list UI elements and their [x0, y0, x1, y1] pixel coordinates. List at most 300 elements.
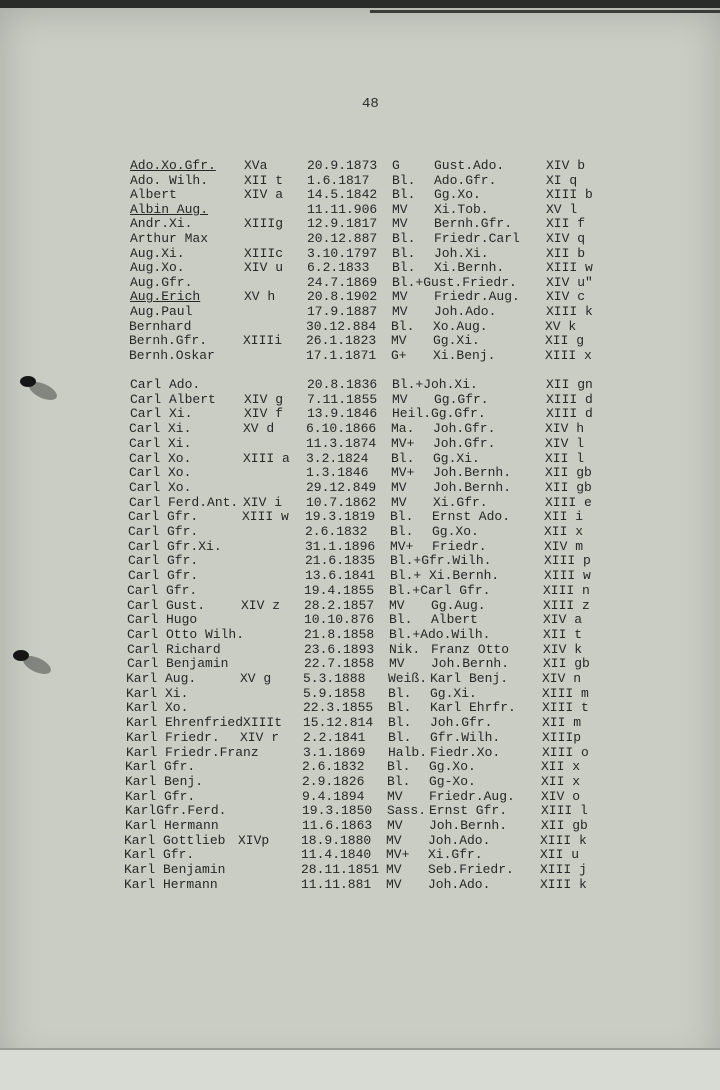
register-row — [0, 715, 716, 730]
register-gen2: XIV a — [543, 612, 583, 628]
register-date: 5.9.1858 — [303, 685, 366, 701]
register-name: Carl Xo. — [129, 479, 192, 495]
register-row — [0, 745, 716, 760]
register-father: Bernh.Gfr. — [434, 216, 513, 232]
register-father: Joh.Gfr. — [430, 715, 493, 731]
register-row — [0, 480, 719, 495]
register-row — [0, 642, 717, 657]
register-gen: XIII a — [243, 450, 290, 466]
register-father: Gg.Xi. — [433, 450, 480, 466]
register-gen2: XII x — [541, 759, 581, 775]
register-name: Aug.Xo. — [130, 260, 185, 276]
register-row — [0, 202, 720, 217]
register-father: Fiedr.Xo. — [430, 744, 501, 760]
register-name: Karl Hermann — [125, 818, 219, 833]
register-place: Sass. — [387, 803, 427, 819]
register-gen: XIIIg — [244, 216, 284, 232]
register-gen: XIV i — [243, 494, 283, 510]
register-place: MV+ — [386, 847, 410, 863]
register-father: Joh.Gfr. — [433, 421, 496, 437]
register-name: Carl Xi. — [129, 421, 192, 437]
register-place: Bl.+Carl Gfr. — [389, 582, 491, 598]
register-gen2: XIII b — [546, 187, 593, 203]
register-date: 19.3.1819 — [305, 509, 376, 525]
register-date: 20.9.1873 — [307, 158, 378, 173]
register-name: Carl Xo. — [129, 465, 192, 481]
register-name: Carl Gust. — [127, 597, 206, 613]
register-row — [0, 495, 719, 510]
register-row — [0, 451, 719, 466]
register-name: Carl Xi. — [130, 406, 193, 422]
register-father: Xi.Tob. — [434, 201, 489, 217]
register-gen2: XIV o — [541, 788, 581, 804]
register-place: MV — [387, 788, 403, 804]
register-father: Joh.Xi. — [434, 245, 489, 261]
register-row — [0, 789, 715, 804]
register-father: Gfr.Wilh. — [430, 729, 501, 745]
register-date: 17.1.1871 — [306, 347, 377, 363]
register-row — [0, 686, 716, 701]
register-row — [0, 173, 720, 188]
register-place: Ma. — [391, 421, 415, 437]
register-gen: XIII w — [242, 509, 289, 525]
register-place: Bl. — [392, 245, 416, 261]
register-gen2: XIV l — [545, 435, 585, 451]
register-date: 26.1.1823 — [306, 333, 377, 349]
register-row — [0, 803, 715, 818]
register-row — [0, 524, 718, 539]
register-row — [0, 656, 717, 671]
register-gen2: XV k — [545, 318, 577, 334]
register-date: 3.2.1824 — [306, 450, 369, 466]
register-date: 11.11.906 — [307, 201, 378, 217]
register-name: Carl Gfr. — [128, 553, 199, 569]
register-place: MV+ — [390, 538, 414, 554]
register-place: Bl.+Gfr.Wilh. — [390, 553, 492, 569]
register-date: 13.6.1841 — [305, 568, 376, 584]
register-gen2: XIV m — [544, 538, 584, 554]
register-date: 9.4.1894 — [302, 788, 365, 804]
register-row — [0, 583, 717, 598]
register-place: MV — [392, 304, 408, 319]
register-gen: XIV g — [244, 391, 284, 407]
register-row — [0, 671, 716, 686]
register-date: 29.12.849 — [306, 479, 377, 495]
register-father: Joh.Bernh. — [433, 479, 512, 495]
register-gen: XV g — [240, 671, 272, 686]
register-gen2: XII l — [545, 450, 585, 466]
register-row — [0, 847, 714, 862]
register-gen2: XIV q — [546, 231, 586, 246]
register-gen: XIV u — [244, 260, 284, 276]
register-father: Friedr.Aug. — [434, 289, 520, 305]
register-father: Xo.Aug. — [433, 318, 488, 334]
document-page — [0, 8, 720, 1068]
register-father: Gust.Ado. — [434, 158, 505, 173]
register-place: MV — [392, 216, 408, 232]
register-father: Xi.Gfr. — [433, 494, 488, 510]
register-name: Carl Otto Wilh. — [127, 626, 245, 642]
register-row — [0, 158, 720, 173]
register-date: 20.8.1902 — [307, 289, 378, 305]
register-place: MV — [389, 597, 405, 613]
register-gen2: XII gb — [545, 465, 592, 481]
register-gen2: XIII k — [540, 832, 587, 848]
register-row — [0, 333, 719, 348]
register-row — [0, 348, 719, 363]
register-name: Aug.Erich — [130, 289, 201, 305]
register-row — [0, 553, 718, 568]
register-gen2: XIII z — [543, 597, 590, 613]
register-gen2: XIII p — [544, 553, 591, 569]
register-gen: XIV a — [244, 187, 284, 203]
register-place: MV — [392, 391, 408, 407]
register-name: Karl Xo. — [126, 700, 189, 716]
register-row — [0, 730, 716, 745]
page-bottom-edge — [0, 1048, 720, 1090]
register-father: Joh.Ado. — [428, 832, 491, 848]
register-place: MV — [386, 876, 402, 892]
register-row — [0, 759, 715, 774]
register-date: 28.2.1857 — [304, 597, 375, 613]
register-place: MV — [392, 289, 408, 305]
register-gen2: XV l — [546, 201, 578, 217]
register-place: MV — [387, 818, 403, 833]
register-place: Bl.+Ado.Wilh. — [389, 626, 491, 642]
register-row — [0, 406, 720, 421]
register-date: 7.11.1855 — [307, 391, 378, 407]
register-father: Gg-Xo. — [429, 773, 476, 789]
register-father: Joh.Bernh. — [431, 656, 510, 672]
register-row — [0, 319, 719, 334]
register-gen2: XIII d — [546, 406, 593, 422]
register-name: Andr.Xi. — [130, 216, 193, 232]
register-name: Karl Xi. — [126, 685, 189, 701]
register-gen: XIV f — [244, 406, 284, 422]
register-gen: XII t — [244, 172, 284, 188]
register-date: 11.6.1863 — [302, 818, 373, 833]
register-name: Carl Benjamin — [127, 656, 229, 672]
register-gen2: XIII n — [543, 582, 590, 598]
register-place: Bl. — [391, 318, 415, 334]
register-name: Carl Gfr. — [127, 582, 198, 598]
register-name: Karl Benj. — [125, 773, 204, 789]
register-name: Karl Friedr.Franz — [126, 744, 259, 760]
register-date: 24.7.1869 — [307, 274, 378, 290]
register-father: Joh.Bernh. — [429, 818, 508, 833]
register-name: Bernh.Gfr. — [129, 333, 208, 349]
register-gen2: XIII d — [546, 391, 593, 407]
register-father: Albert — [431, 612, 478, 628]
register-date: 17.9.1887 — [307, 304, 378, 319]
register-gen: XV h — [244, 289, 276, 305]
register-date: 15.12.814 — [303, 715, 374, 731]
register-row — [0, 421, 719, 436]
register-name: Albert — [130, 187, 177, 203]
register-name: Carl Xi. — [129, 435, 192, 451]
register-place: G+ — [391, 347, 407, 363]
register-row — [0, 304, 720, 319]
register-place: MV — [391, 333, 407, 349]
page-number: 48 — [362, 96, 379, 112]
register-row — [0, 436, 719, 451]
register-name: Carl Gfr.Xi. — [128, 538, 222, 554]
register-place: Bl. — [390, 509, 414, 525]
register-place: Bl. — [387, 773, 411, 789]
register-father: Xi.Bernh. — [434, 260, 505, 276]
register-place: Bl. — [388, 700, 412, 716]
register-gen: XIV r — [240, 729, 280, 745]
register-father: Franz Otto — [431, 641, 510, 657]
register-place: G — [392, 158, 400, 173]
register-gen2: XII gb — [541, 818, 588, 833]
register-row — [0, 539, 718, 554]
register-father: Ernst Gfr. — [429, 803, 508, 819]
register-father: Friedr.Aug. — [429, 788, 515, 804]
register-name: Karl Gfr. — [124, 847, 195, 863]
top-edge-line — [370, 10, 720, 13]
register-date: 22.3.1855 — [303, 700, 374, 716]
register-place: Bl. — [387, 759, 411, 775]
register-date: 31.1.1896 — [305, 538, 376, 554]
register-date: 21.8.1858 — [304, 626, 375, 642]
register-place: MV — [391, 479, 407, 495]
register-gen2: XIII w — [546, 260, 593, 276]
register-row — [0, 377, 720, 392]
register-name: Carl Albert — [130, 391, 216, 407]
register-father: Joh.Bernh. — [433, 465, 512, 481]
register-gen2: XII i — [544, 509, 584, 525]
register-gen2: XII b — [546, 245, 586, 261]
register-date: 21.6.1835 — [305, 553, 376, 569]
register-gen2: XIII e — [545, 494, 592, 510]
register-father: Karl Benj. — [430, 671, 509, 686]
register-gen2: XIV k — [543, 641, 583, 657]
register-father: Gg.Xo. — [429, 759, 476, 775]
register-date: 2.6.1832 — [302, 759, 365, 775]
register-father: Gg.Xo. — [432, 524, 479, 539]
register-father: Xi.Benj. — [433, 347, 496, 363]
register-place: MV — [392, 201, 408, 217]
register-date: 19.3.1850 — [302, 803, 373, 819]
register-gen2: XII gb — [545, 479, 592, 495]
register-date: 14.5.1842 — [307, 187, 378, 203]
register-row — [0, 289, 720, 304]
register-place: Halb. — [388, 744, 428, 760]
register-row — [0, 465, 719, 480]
register-date: 2.6.1832 — [305, 524, 368, 539]
register-date: 3.10.1797 — [307, 245, 378, 261]
register-father: Gg.Gfr. — [434, 391, 489, 407]
register-name: Karl Gfr. — [125, 759, 196, 775]
register-name: Aug.Xi. — [130, 245, 185, 261]
register-gen: XIV z — [241, 597, 281, 613]
register-place: Bl. — [392, 187, 416, 203]
register-father: Gg.Aug. — [431, 597, 486, 613]
register-place: Bl. — [388, 715, 412, 731]
register-father: Karl Ehrfr. — [430, 700, 516, 716]
register-place: MV — [386, 862, 402, 878]
register-place: Bl. — [392, 260, 416, 276]
register-row — [0, 627, 717, 642]
register-gen2: XIII j — [540, 862, 587, 878]
register-name: Carl Hugo — [127, 612, 198, 628]
register-name: Carl Ferd.Ant. — [129, 494, 239, 510]
register-row — [0, 187, 720, 202]
register-place: MV+ — [391, 435, 415, 451]
register-row — [0, 877, 714, 892]
register-name: Ado.Xo.Gfr. — [130, 158, 216, 173]
register-date: 11.3.1874 — [306, 435, 377, 451]
register-place: Bl. — [389, 612, 413, 628]
register-gen2: XII m — [542, 715, 582, 731]
register-name: Carl Gfr. — [128, 568, 199, 584]
register-row — [0, 862, 714, 877]
register-date: 6.10.1866 — [306, 421, 377, 437]
register-father: Xi.Gfr. — [428, 847, 483, 863]
register-place: Bl.+ Xi.Bernh. — [390, 568, 500, 584]
register-date: 11.11.881 — [301, 876, 372, 892]
register-row — [0, 612, 717, 627]
register-name: Karl Gfr. — [125, 788, 196, 804]
register-place: Bl.+Gust.Friedr. — [392, 274, 517, 290]
register-gen2: XIII o — [542, 744, 589, 760]
register-gen2: XII u — [540, 847, 580, 863]
register-date: 13.9.1846 — [307, 406, 378, 422]
register-row — [0, 231, 720, 246]
register-row — [0, 392, 720, 407]
register-date: 18.9.1880 — [301, 832, 372, 848]
register-row — [0, 774, 715, 789]
register-row — [0, 833, 714, 848]
register-gen2: XIV u" — [546, 274, 593, 290]
register-date: 6.2.1833 — [307, 260, 370, 276]
register-gen2: XIII l — [541, 803, 588, 819]
register-name: Karl Gottlieb — [124, 832, 226, 848]
register-name: Carl Xo. — [129, 450, 192, 466]
register-gen: XIIIc — [244, 245, 284, 261]
register-father: Gg.Xi. — [430, 685, 477, 701]
register-gen2: XII f — [546, 216, 586, 232]
register-date: 5.3.1888 — [303, 671, 366, 686]
register-date: 3.1.1869 — [303, 744, 366, 760]
register-row — [0, 509, 718, 524]
register-gen2: XIII w — [544, 568, 591, 584]
register-gen2: XIV n — [542, 671, 582, 686]
register-place: Bl. — [392, 172, 416, 188]
register-name: Carl Richard — [127, 641, 221, 657]
register-date: 20.8.1836 — [307, 377, 378, 392]
register-date: 2.9.1826 — [302, 773, 365, 789]
register-date: 10.7.1862 — [306, 494, 377, 510]
register-name: Karl EhrenfriedXIIIt — [126, 715, 283, 731]
register-father: Joh.Ado. — [434, 304, 497, 319]
register-gen: XIIIi — [243, 333, 283, 349]
register-date: 12.9.1817 — [307, 216, 378, 232]
register-date: 28.11.1851 — [301, 862, 380, 878]
register-place: Bl. — [388, 685, 412, 701]
register-gen2: XII gb — [543, 656, 590, 672]
register-row — [0, 568, 718, 583]
register-row — [0, 260, 720, 275]
register-father: Friedr. — [432, 538, 487, 554]
register-row — [0, 246, 720, 261]
register-name: Carl Gfr. — [128, 509, 199, 525]
register-place: Bl.+Joh.Xi. — [392, 377, 478, 392]
register-gen2: XI q — [546, 172, 578, 188]
register-place: Bl. — [391, 450, 415, 466]
register-name: Karl Benjamin — [124, 862, 226, 878]
register-gen2: XIII t — [542, 700, 589, 716]
register-name: Carl Ado. — [130, 377, 201, 392]
register-date: 1.3.1846 — [306, 465, 369, 481]
register-name: Bernh.Oskar — [129, 347, 215, 363]
register-date: 1.6.1817 — [307, 172, 370, 188]
register-place: Nik. — [389, 641, 421, 657]
register-name: Ado. Wilh. — [130, 172, 209, 188]
register-gen2: XIV b — [546, 158, 586, 173]
register-gen2: XIIIp — [542, 729, 582, 745]
register-date: 19.4.1855 — [304, 582, 375, 598]
register-name: Arthur Max — [130, 231, 209, 246]
register-place: MV+ — [391, 465, 415, 481]
register-name: Carl Gfr. — [128, 524, 199, 539]
register-gen2: XIV c — [546, 289, 586, 305]
register-name: Aug.Paul — [130, 304, 193, 319]
register-father: Friedr.Carl — [434, 231, 520, 246]
register-gen2: XIII m — [542, 685, 589, 701]
register-name: Albin Aug. — [130, 201, 209, 217]
register-place: Bl. — [390, 524, 414, 539]
register-father: Seb.Friedr. — [428, 862, 514, 878]
register-gen2: XII x — [544, 524, 584, 539]
register-date: 20.12.887 — [307, 231, 378, 246]
register-gen2: XII t — [543, 626, 583, 642]
register-row — [0, 275, 720, 290]
register-row — [0, 700, 716, 715]
register-date: 23.6.1893 — [304, 641, 375, 657]
register-date: 30.12.884 — [306, 318, 377, 334]
register-gen2: XII x — [541, 773, 581, 789]
register-date: 2.2.1841 — [303, 729, 366, 745]
register-father: Ado.Gfr. — [434, 172, 497, 188]
register-row — [0, 216, 720, 231]
register-place: MV — [391, 494, 407, 510]
register-row — [0, 818, 715, 833]
register-gen2: XII gn — [546, 377, 593, 392]
register-name: KarlGfr.Ferd. — [125, 803, 227, 819]
register-place: Bl. — [392, 231, 416, 246]
register-gen2: XIV h — [545, 421, 585, 437]
register-place: MV — [386, 832, 402, 848]
register-gen: XV d — [243, 421, 275, 437]
register-father: Ernst Ado. — [432, 509, 511, 525]
register-place: Heil.Gg.Gfr. — [392, 406, 486, 422]
register-name: Bernhard — [129, 318, 192, 334]
register-gen2: XIII k — [546, 304, 593, 319]
register-name: Karl Aug. — [126, 671, 197, 686]
register-name: Aug.Gfr. — [130, 274, 193, 290]
register-father: Joh.Gfr. — [433, 435, 496, 451]
register-place: Weiß. — [388, 671, 428, 686]
register-name: Karl Hermann — [124, 876, 218, 892]
register-gen2: XIII x — [545, 347, 592, 363]
register-gen2: XII g — [545, 333, 585, 349]
register-date: 10.10.876 — [304, 612, 375, 628]
register-row — [0, 598, 717, 613]
register-gen: XIVp — [238, 832, 270, 848]
register-date: 11.4.1840 — [301, 847, 372, 863]
